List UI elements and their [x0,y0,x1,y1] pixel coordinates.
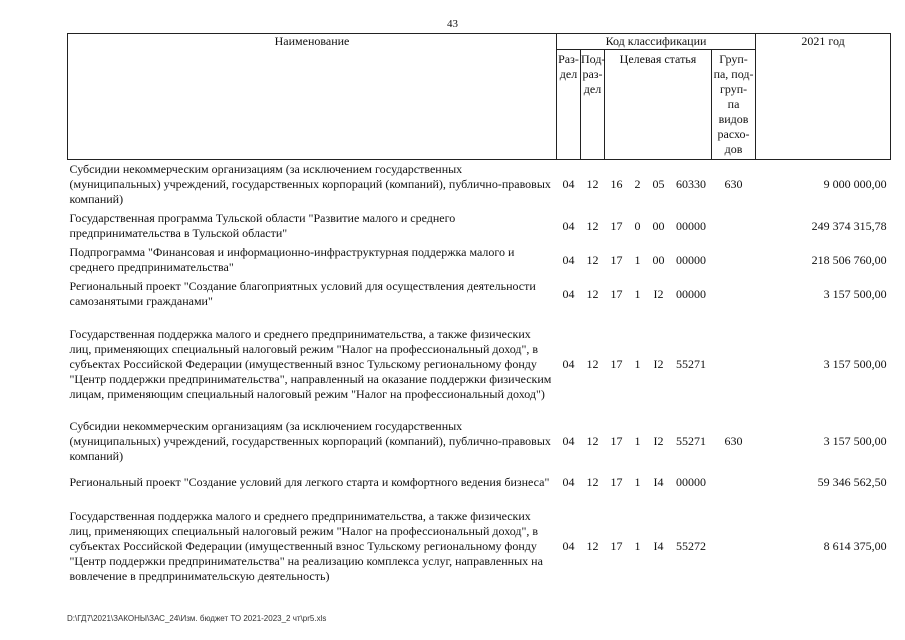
row-target-direction: 00000 [676,286,706,301]
table-row [68,311,891,417]
row-name: Подпрограмма "Финансовая и информационно-инфраструктурная поддержка малого и среднего предпринимательства" [69,245,515,274]
row-expense-group [712,498,756,594]
row-section: 04 [562,538,575,553]
row-target-project: 00 [652,218,665,233]
row-section: 04 [562,286,575,301]
header-group-text: Груп- па, под- груп- па видов расхо- дов [713,52,754,156]
row-expense-group: 630 [724,434,743,448]
row-amount: 218 506 760,00 [811,252,887,267]
header-year: 2021 год [756,34,891,160]
row-name: Субсидии некоммерческим организациям (за исключением государственных (муниципальных) учреждений, государственных корпораций (компаний), публично-правовых компаний) [69,419,551,463]
row-target-direction: 00000 [676,474,706,489]
row-name: Региональный проект "Создание благоприятных условий для осуществления деятельности самозанятыми гражданами" [69,279,536,308]
row-target-subprogram: 1 [634,252,641,267]
row-target-subprogram: 1 [634,286,641,301]
header-section-text: Раз- дел [558,52,579,81]
row-amount: 9 000 000,00 [823,177,887,191]
row-amount: 8 614 375,00 [823,538,887,553]
table-row [68,498,891,594]
row-expense-group [712,311,756,417]
row-section: 04 [562,177,575,191]
row-amount: 249 374 315,78 [811,218,887,233]
row-amount: 3 157 500,00 [823,286,887,301]
row-target-direction: 00000 [676,218,706,233]
table-row [68,160,891,210]
row-target-program: 17 [610,252,623,267]
row-target-subprogram: 2 [634,177,641,191]
table-row [68,209,891,243]
row-target-program: 17 [610,218,623,233]
row-target-project: I2 [653,434,664,448]
header-target: Целевая статья [605,50,712,160]
row-subsection: 12 [586,252,599,267]
row-expense-group: 630 [724,177,743,191]
row-target-program: 17 [610,356,623,371]
row-subsection: 12 [586,356,599,371]
row-name: Государственная поддержка малого и среднего предпринимательства, а также физических лиц, применяющих специальный налоговый режим "Налог на профессиональный доход", в субъектах Российской Федерации (имущественный взнос Тульскому региональному фонду "Центр поддержки предпринимательства" на реализацию комплекса услуг, направленных на вовлечение в предпринимательскую деятельность) [69,508,543,583]
table-body [68,160,891,595]
row-section: 04 [562,356,575,371]
row-target-subprogram: 0 [634,218,641,233]
row-expense-group [712,209,756,243]
row-section: 04 [562,218,575,233]
row-target-project: I2 [653,286,664,301]
row-name: Государственная поддержка малого и среднего предпринимательства, а также физических лиц, применяющих специальный налоговый режим "Налог на профессиональный доход", в субъектах Российской Федерации (имущественный взнос Тульскому региональному фонду "Центр поддержки предпринимательства", направленный на оказание поддержки физическим лицам, применяющим специальный налоговый режим "Налог на профессиональный доход") [69,326,552,401]
row-subsection: 12 [586,434,599,448]
row-target-program: 17 [610,538,623,553]
table-row [68,466,891,498]
row-name: Субсидии некоммерческим организациям (за исключением государственных (муниципальных) учреждений, государственных корпораций (компаний), публично-правовых компаний) [69,162,551,206]
row-target-project: I2 [653,356,664,371]
header-name: Наименование [68,34,557,160]
row-name: Региональный проект "Создание условий для легкого старта и комфортного ведения бизнеса" [69,474,550,489]
row-subsection: 12 [586,474,599,489]
row-target-program: 17 [610,474,623,489]
row-target-direction: 55271 [676,434,706,448]
page-number: 43 [447,18,458,30]
table-header [68,34,891,160]
table-row [68,417,891,466]
row-expense-group [712,277,756,311]
budget-table-container [67,33,890,594]
header-classification: Код классификации [557,34,756,50]
row-amount: 3 157 500,00 [823,356,887,371]
row-target-direction: 55272 [676,538,706,553]
header-subsection-text: Под- раз- дел [581,52,606,96]
row-name: Государственная программа Тульской области "Развитие малого и среднего предпринимательства в Тульской области" [69,211,456,240]
row-subsection: 12 [586,177,599,191]
row-expense-group [712,243,756,277]
row-expense-group [712,466,756,498]
header-group [712,50,756,160]
table-row [68,277,891,311]
row-amount: 59 346 562,50 [817,474,887,489]
row-subsection: 12 [586,218,599,233]
footer-file-path: D:\ГД7\2021\ЗАКОНЫ\ЗАС_24\Изм. бюджет ТО 2021-2023_2 чт\pr5.xls [67,614,327,623]
budget-table [67,33,891,594]
row-target-program: 17 [610,286,623,301]
row-section: 04 [562,434,575,448]
row-target-project: I4 [653,474,664,489]
row-section: 04 [562,474,575,489]
row-target-direction: 55271 [676,356,706,371]
row-target-direction: 00000 [676,252,706,267]
row-target-subprogram: 1 [634,434,641,448]
row-target-project: I4 [653,538,664,553]
row-target-program: 17 [610,434,623,448]
row-target-direction: 60330 [676,177,706,191]
row-subsection: 12 [586,538,599,553]
row-target-project: 05 [652,177,665,191]
row-target-subprogram: 1 [634,538,641,553]
row-amount: 3 157 500,00 [823,434,887,448]
header-subsection [581,50,605,160]
row-section: 04 [562,252,575,267]
row-target-program: 16 [610,177,623,191]
row-target-subprogram: 1 [634,356,641,371]
table-row [68,243,891,277]
header-section [557,50,581,160]
row-target-subprogram: 1 [634,474,641,489]
row-subsection: 12 [586,286,599,301]
row-target-project: 00 [652,252,665,267]
